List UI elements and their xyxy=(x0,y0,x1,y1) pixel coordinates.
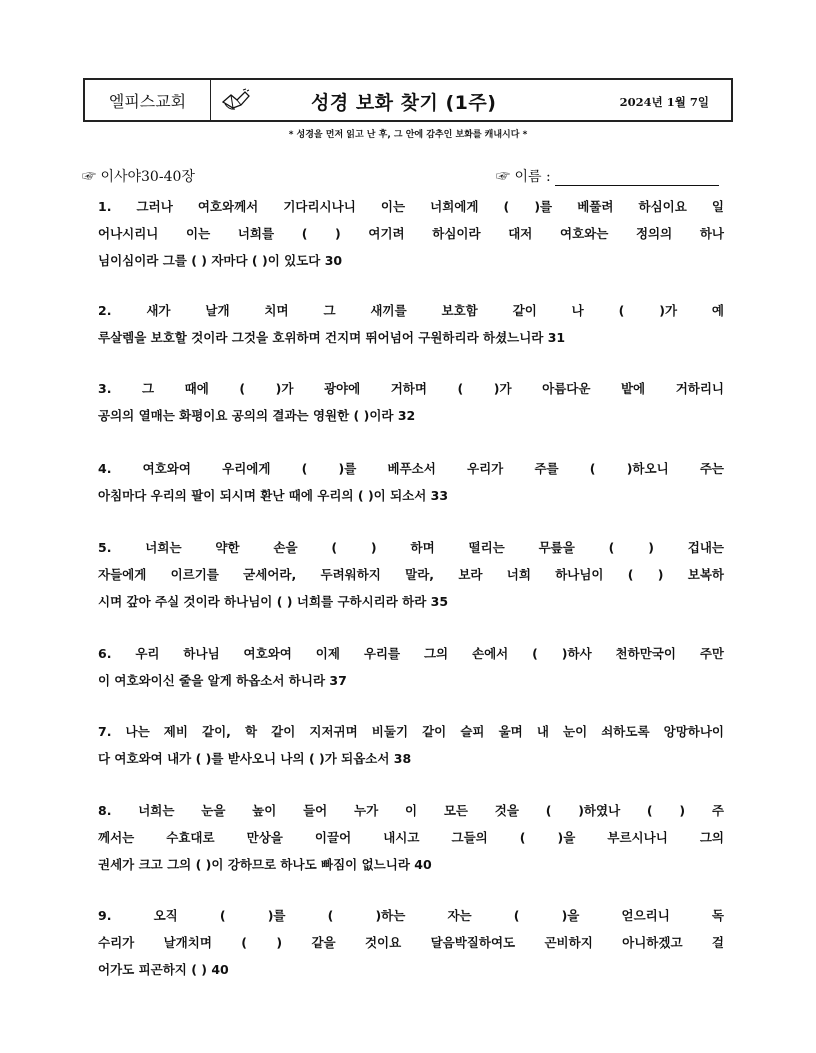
question-line: 1. 그러나 여호와께서 기다리시나니 이는 너희에게 ( )를 베풀려 하심이요 일 xyxy=(98,199,724,214)
question-line: 7. 나는 제비 같이, 학 같이 지저귀며 비둘기 같이 슬피 울며 내 눈이 쇠하도록 앙망하나이 xyxy=(98,724,724,739)
worksheet-title: 성경 보화 찾기 (1주) xyxy=(311,92,497,114)
question-line: 권세가 크고 그의 ( )이 강하므로 하나도 빠짐이 없느니라 40 xyxy=(98,857,432,872)
question-item xyxy=(98,534,724,615)
question-line: 자들에게 이르기를 굳세어라, 두려워하지 말라, 보라 너희 하나님이 ( ) 보복하 xyxy=(98,567,724,582)
name-row xyxy=(496,166,719,186)
question-line: 님이심이라 그를 ( ) 자마다 ( )이 있도다 30 xyxy=(98,253,343,268)
header-box xyxy=(83,78,733,122)
question-line: 3. 그 때에 ( )가 광야에 거하며 ( )가 아름다운 밭에 거하리니 xyxy=(98,381,724,396)
passage-range: ☞ 이사야30-40장 xyxy=(82,169,195,185)
question-line: 어가도 피곤하지 ( ) 40 xyxy=(98,962,229,977)
name-label: ☞ 이름 : xyxy=(496,169,551,185)
question-line: 루살렘을 보호할 것이라 그것을 호위하며 건지며 뛰어넘어 구원하리라 하셨느니라 31 xyxy=(98,330,566,345)
question-item xyxy=(98,297,724,351)
question-item xyxy=(98,640,724,694)
church-name: 엘피스교회 xyxy=(85,80,211,120)
question-line: 어나시리니 이는 너희를 ( ) 여기려 하심이라 대저 여호와는 정의의 하나 xyxy=(98,226,724,241)
question-line: 9. 오직 ( )를 ( )하는 자는 ( )을 얻으리니 독 xyxy=(98,908,724,923)
worksheet-date: 2024년 1월 7일 xyxy=(619,95,709,109)
open-book-icon xyxy=(221,88,251,112)
instruction: * 성경을 먼저 읽고 난 후, 그 안에 감추인 보화를 캐내시다 * xyxy=(288,130,528,140)
question-line: 6. 우리 하나님 여호와여 이제 우리를 그의 손에서 ( )하사 천하만국이 주만 xyxy=(98,646,724,661)
question-line: 2. 새가 날개 치며 그 새끼를 보호함 같이 나 ( )가 예 xyxy=(98,303,724,318)
name-field[interactable] xyxy=(555,169,719,186)
question-item xyxy=(98,902,724,983)
question-line: 공의의 열매는 화평이요 공의의 결과는 영원한 ( )이라 32 xyxy=(98,408,416,423)
question-line: 아침마다 우리의 팔이 되시며 환난 때에 우리의 ( )이 되소서 33 xyxy=(98,488,449,503)
question-line: 이 여호와이신 줄을 알게 하옵소서 하니라 37 xyxy=(98,673,347,688)
question-line: 5. 너희는 약한 손을 ( ) 하며 떨리는 무릎을 ( ) 겁내는 xyxy=(98,540,724,555)
question-line: 8. 너희는 눈을 높이 들어 누가 이 모든 것을 ( )하였나 ( ) 주 xyxy=(98,803,724,818)
question-item xyxy=(98,718,724,772)
question-line: 4. 여호와여 우리에게 ( )를 베푸소서 우리가 주를 ( )하오니 주는 xyxy=(98,461,724,476)
title-cell xyxy=(211,80,731,120)
question-item xyxy=(98,455,724,509)
question-line: 께서는 수효대로 만상을 이끌어 내시고 그들의 ( )을 부르시나니 그의 xyxy=(98,830,724,845)
question-item xyxy=(98,375,724,429)
question-line: 시며 갚아 주실 것이라 하나님이 ( ) 너희를 구하시리라 하라 35 xyxy=(98,594,449,609)
question-line: 수리가 날개치며 ( ) 같을 것이요 달음박질하여도 곤비하지 아니하겠고 걸 xyxy=(98,935,724,950)
question-item xyxy=(98,193,724,274)
question-item xyxy=(98,797,724,878)
question-line: 다 여호와여 내가 ( )를 받사오니 나의 ( )가 되옵소서 38 xyxy=(98,751,412,766)
